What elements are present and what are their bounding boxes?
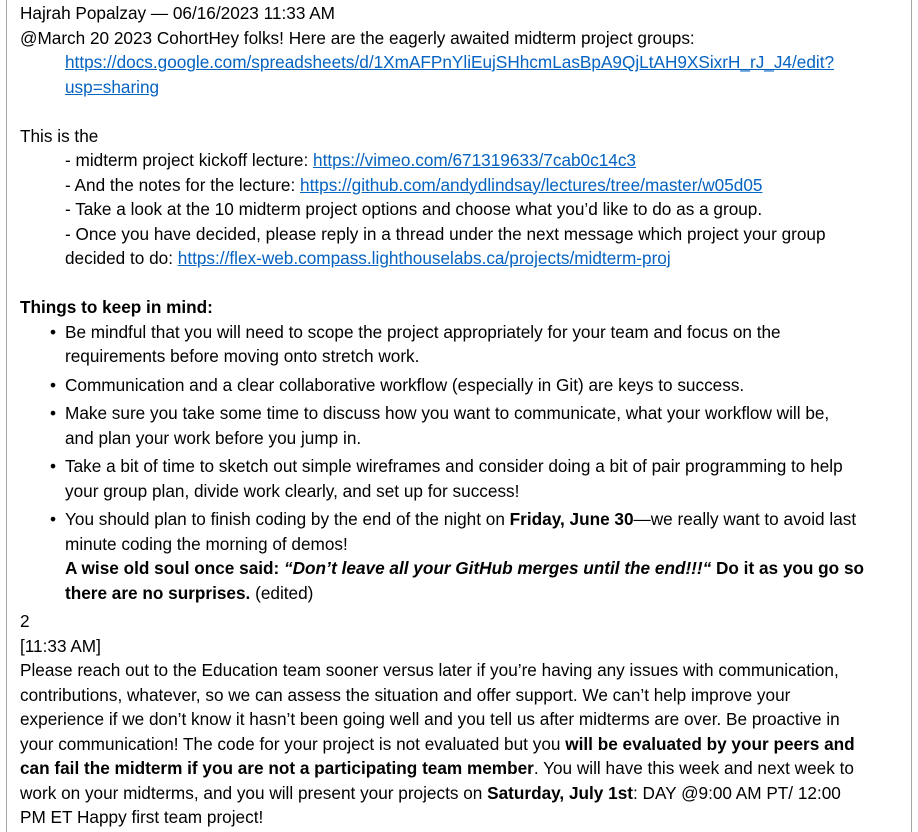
deadline-date: Friday, June 30	[509, 509, 634, 529]
things-heading: Things to keep in mind:	[20, 297, 213, 317]
list-item: • Communication and a clear collaborative workflow (especially in Git) are keys to success.	[20, 373, 914, 398]
list-item: • Make sure you take some time to discuss how you want to communicate, what your workflow will be, and plan your work before you jump in.	[50, 403, 830, 448]
dash-item-options: - Take a look at the 10 midterm project options and choose what you’d like to do as a group.	[65, 199, 763, 219]
message-content	[20, 1, 914, 830]
bullet-icon: •	[50, 374, 57, 395]
quote-line: A wise old soul once said: “Don’t leave all your GitHub merges until the end!!!“ Do it as you go so	[65, 558, 865, 578]
midterm-projects-link[interactable]: https://flex-web.compass.lighthouselabs.ca/projects/midterm-proj	[177, 248, 671, 268]
dash-item-reply: - Once you have decided, please reply in a thread under the next message which project your group	[65, 223, 826, 244]
message-timestamp: [11:33 AM]	[20, 635, 101, 656]
edited-label: (edited)	[250, 582, 314, 603]
bullet-icon: •	[50, 403, 57, 423]
groups-link[interactable]: https://docs.google.com/spreadsheets/d/1XmAFPnYliEujSHhcmLasBpA9QjLtAH9XSixrH_rJ_J4/edit?	[65, 52, 835, 72]
groups-link-cont[interactable]: usp=sharing	[65, 76, 160, 97]
followup-paragraph: Please reach out to the Education team sooner versus later if you’re having any issues with communication, contributions, whatever, so we can assess the situation and offer support. We can’t help improve your experience if we don’t know it hasn’t been going well and you tell us after midterms are over. Be proactive in your communication! The code for your project is not evaluated but you will be evaluated by your peers and can fail the midterm if you are not a participating team member. You will have this week and next week to work on your midterms, and you will present your projects on Saturday, July 1st: DAY @9:00 AM PT/ 12:00 PM ET Happy first team project!	[20, 660, 855, 827]
intro-text: @March 20 2023 CohortHey folks! Here are the eagerly awaited midterm project groups:	[20, 27, 695, 48]
this-is-the-text: This is the	[20, 125, 99, 146]
dash-item-reply-cont: decided to do: https://flex-web.compass.lighthouselabs.ca/projects/midterm-proj	[65, 248, 671, 268]
dash-item-notes: - And the notes for the lecture: https://github.com/andydlindsay/lectures/tree/master/w05d05	[65, 174, 763, 195]
message-header: Hajrah Popalzay — 06/16/2023 11:33 AM	[20, 3, 335, 23]
tips-list	[20, 320, 914, 606]
bullet-icon: •	[50, 456, 57, 476]
lecture-notes-link[interactable]: https://github.com/andydlindsay/lectures/tree/master/w05d05	[300, 174, 763, 195]
reaction-count[interactable]: 2	[20, 611, 30, 631]
presentation-date: Saturday, July 1st	[487, 782, 633, 803]
quote-text: “Don’t leave all your GitHub merges until the end!!!“	[284, 558, 712, 578]
list-item: • Be mindful that you will need to scope the project appropriately for your team and focus on the requirements before moving onto stretch work.	[50, 321, 781, 366]
list-item: • Take a bit of time to sketch out simple wireframes and consider doing a bit of pair programming to help your group plan, divide work clearly, and set up for success!	[50, 456, 843, 501]
kickoff-lecture-link[interactable]: https://vimeo.com/671319633/7cab0c14c3	[313, 150, 636, 170]
dash-item-kickoff: - midterm project kickoff lecture: https://vimeo.com/671319633/7cab0c14c3	[65, 150, 636, 170]
bullet-icon: •	[50, 321, 57, 342]
bullet-icon: •	[50, 509, 57, 529]
list-item: • You should plan to finish coding by the end of the night on Friday, June 30—we really want to avoid last minute coding the morning of demos! A wise old soul once said: “Don’t leave all your GitHub merges until the end!!!“ Do it as you go so there are no surprises. (edited)	[20, 507, 914, 605]
message-frame	[6, 0, 912, 832]
